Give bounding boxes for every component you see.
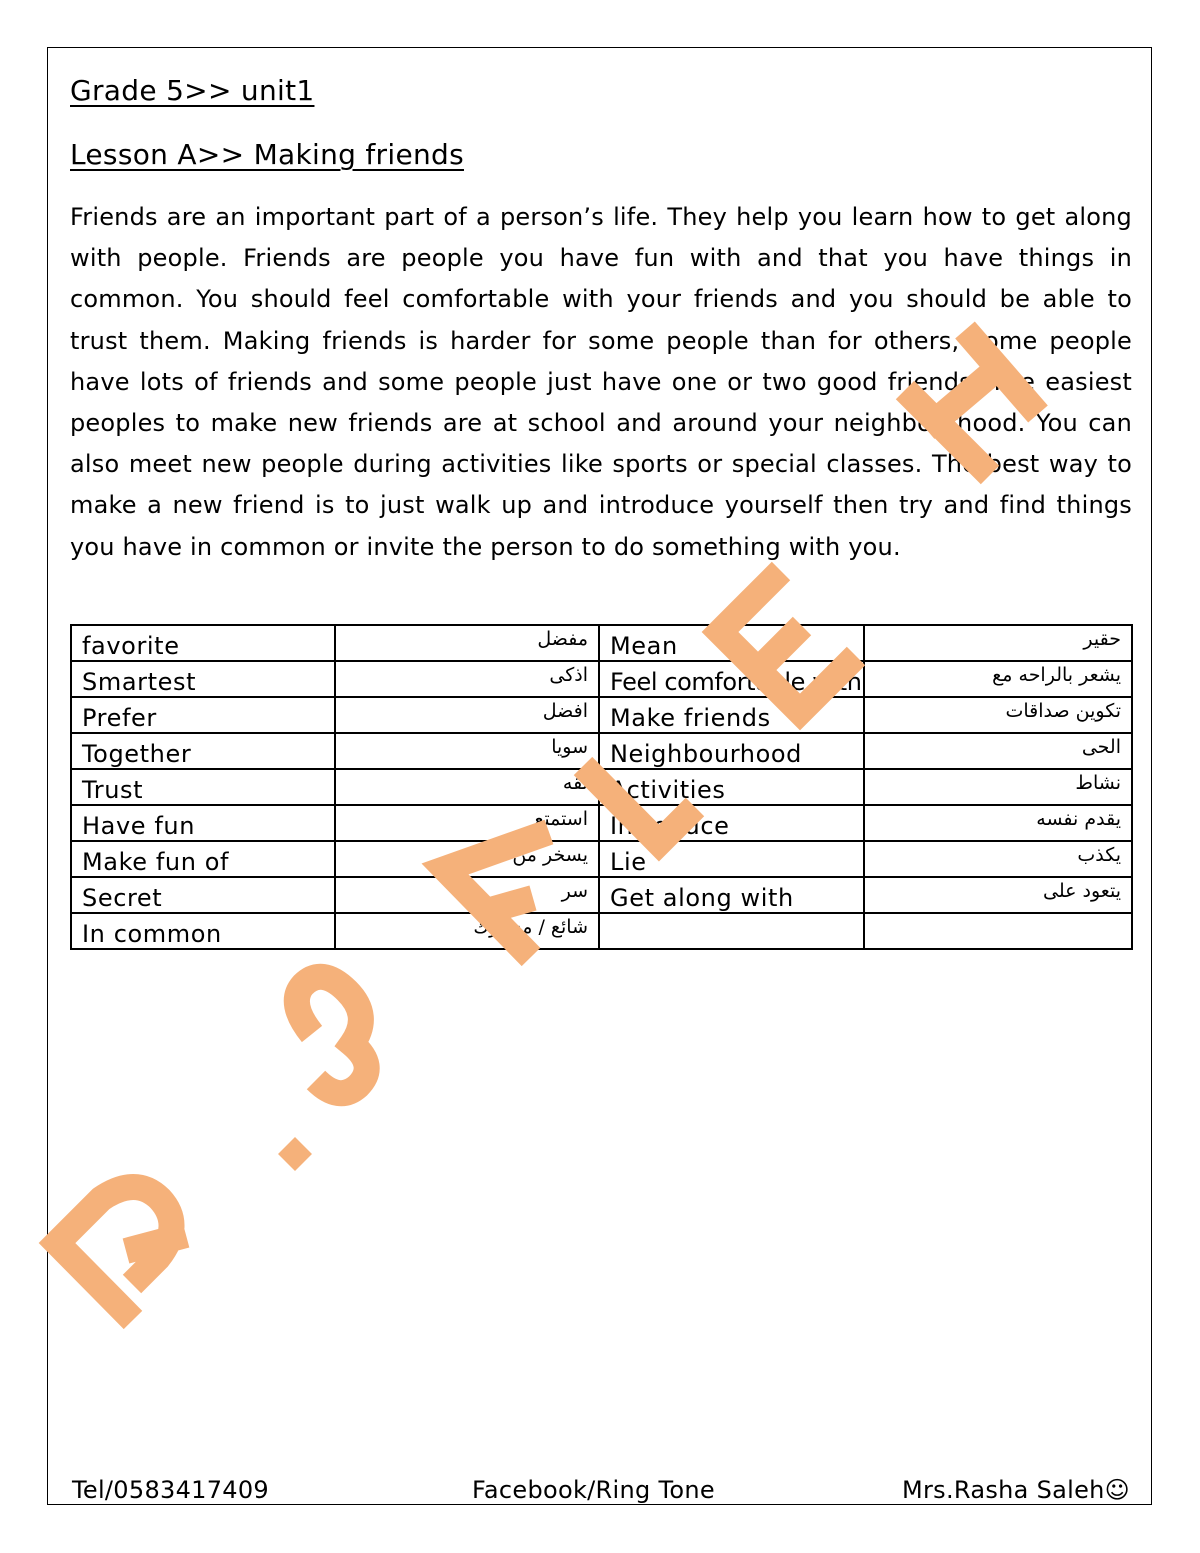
arabic-meaning: يشعر بالراحه مع: [864, 661, 1132, 697]
table-row: [71, 877, 1132, 913]
table-row: [71, 913, 1132, 949]
english-word: In common: [71, 913, 335, 949]
english-word: Introduce: [599, 805, 864, 841]
english-word: Make fun of: [71, 841, 335, 877]
arabic-meaning: سويا: [335, 733, 599, 769]
arabic-meaning: يكذب: [864, 841, 1132, 877]
arabic-meaning: حقير: [864, 625, 1132, 661]
english-word: Smartest: [71, 661, 335, 697]
english-word: favorite: [71, 625, 335, 661]
arabic-meaning: تكوين صداقات: [864, 697, 1132, 733]
arabic-meaning: نشاط: [864, 769, 1132, 805]
english-word: Get along with: [599, 877, 864, 913]
table-row: [71, 805, 1132, 841]
arabic-meaning: سر: [335, 877, 599, 913]
english-word: Have fun: [71, 805, 335, 841]
arabic-meaning: يقدم نفسه: [864, 805, 1132, 841]
table-row: [71, 697, 1132, 733]
arabic-meaning: ثقه: [335, 769, 599, 805]
table-row: [71, 661, 1132, 697]
vocabulary-table: [70, 624, 1133, 950]
lesson-title: Lesson A>> Making friends: [70, 138, 464, 171]
table-row: [71, 625, 1132, 661]
grade-unit-heading: Grade 5>> unit1: [70, 74, 315, 107]
footer-facebook: Facebook/Ring Tone: [472, 1476, 715, 1504]
english-word: Secret: [71, 877, 335, 913]
english-word: Make friends: [599, 697, 864, 733]
english-word: Together: [71, 733, 335, 769]
english-word: Neighbourhood: [599, 733, 864, 769]
arabic-meaning: شائع / مشترك: [335, 913, 599, 949]
english-word: [599, 913, 864, 949]
arabic-meaning: افضل: [335, 697, 599, 733]
english-word: Feel comfortable with: [599, 661, 864, 697]
english-word: Lie: [599, 841, 864, 877]
footer-telephone: Tel/0583417409: [72, 1476, 269, 1504]
table-row: [71, 733, 1132, 769]
english-word: Mean: [599, 625, 864, 661]
arabic-meaning: الحى: [864, 733, 1132, 769]
table-row: [71, 841, 1132, 877]
arabic-meaning: مفضل: [335, 625, 599, 661]
table-row: [71, 769, 1132, 805]
arabic-meaning: يسخر من: [335, 841, 599, 877]
arabic-meaning: اذكى: [335, 661, 599, 697]
arabic-meaning: [864, 913, 1132, 949]
english-word: Activities: [599, 769, 864, 805]
reading-passage: Friends are an important part of a person’s life. They help you learn how to get along with people. Friends are people you have fun with and that you have things in common. You should feel comfortable with your friends and you should be able to trust them. Making friends is harder for some people than for others, some people have lots of friends and some people just have one or two good friends. The easiest peoples to make new friends are at school and around your neighbourhood. You can also meet new people during activities like sports or special classes. The best way to make a new friend is to just walk up and introduce yourself then try and find things you have in common or invite the person to do something with you.: [70, 203, 1132, 561]
footer-author: Mrs.Rasha Saleh☺: [901, 1476, 1130, 1504]
arabic-meaning: استمتع: [335, 805, 599, 841]
arabic-meaning: يتعود على: [864, 877, 1132, 913]
english-word: Prefer: [71, 697, 335, 733]
english-word: Trust: [71, 769, 335, 805]
